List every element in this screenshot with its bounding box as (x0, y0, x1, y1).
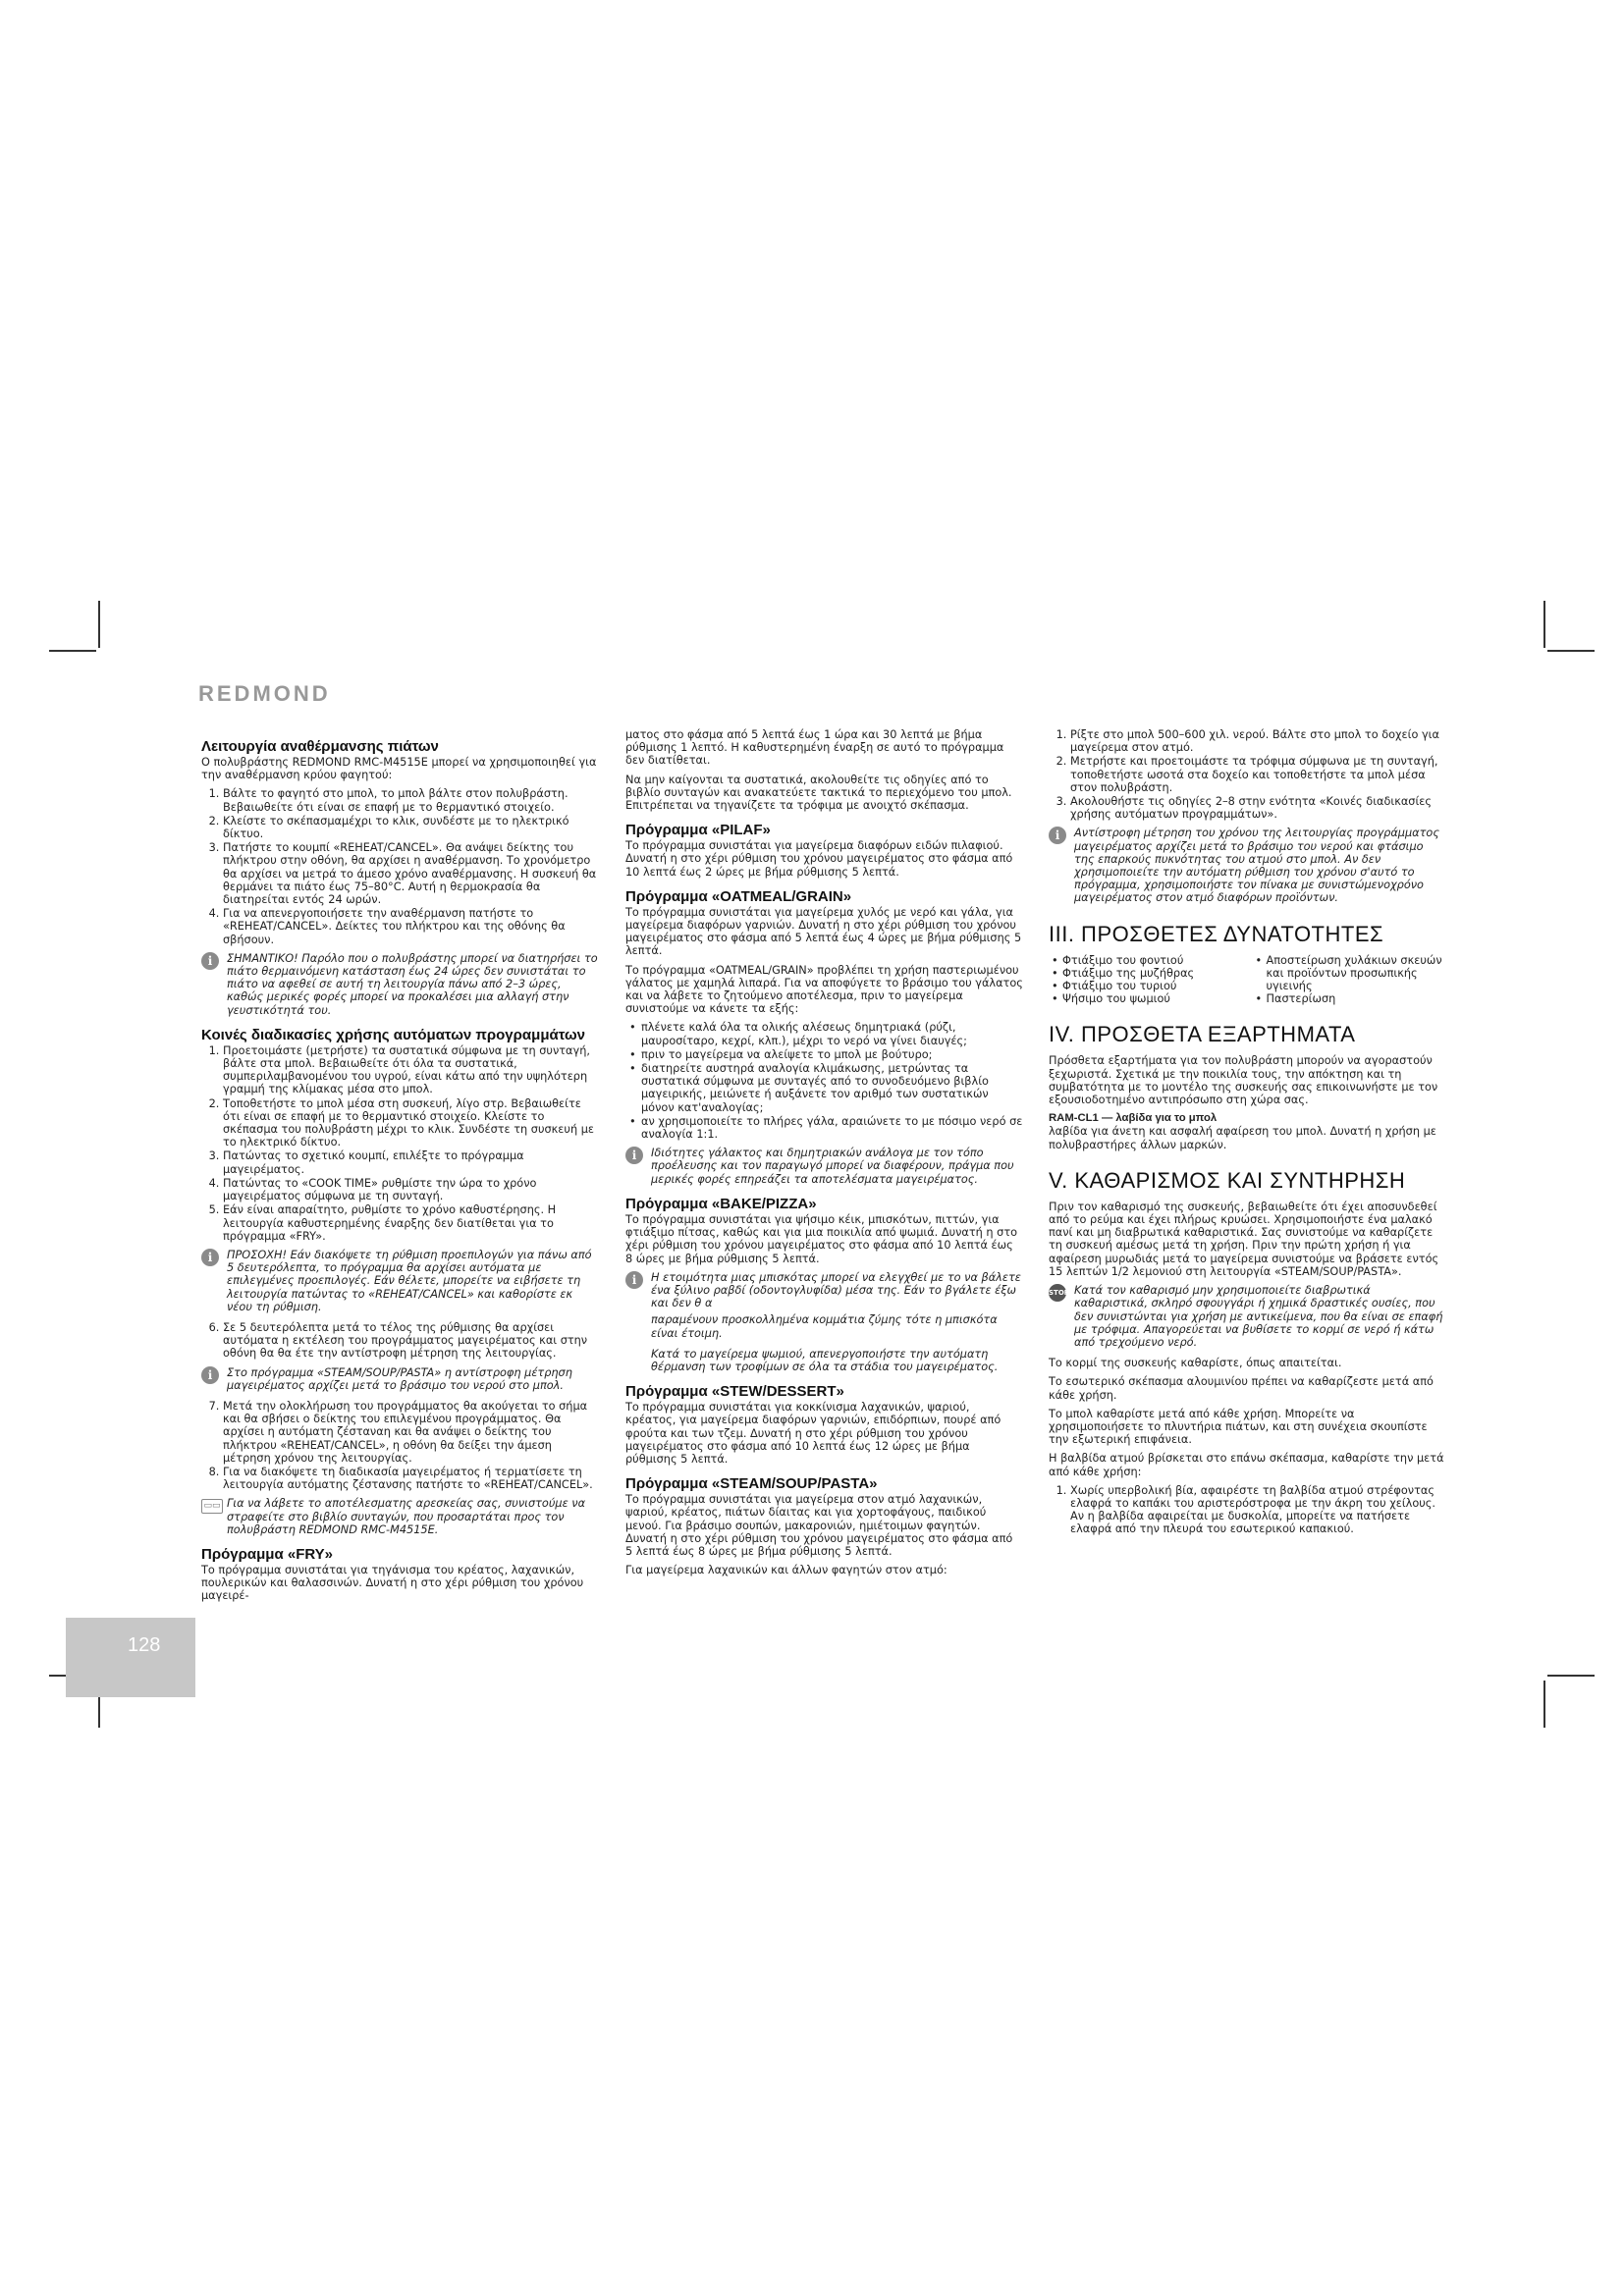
step-list (1049, 1484, 1446, 1536)
list-item: • αν χρησιμοποιείτε το πλήρες γάλα, αραιώνετε το με πόσιμο νερό σε αναλογία 1:1. (641, 1115, 1023, 1141)
paragraph: Πρόσθετα εξαρτήματα για τον πολυβράστη μπορούν να αγοραστούν ξεχωριστά. Σχετικά με την ποικιλία τους, την απόκτηση και τη συμβατότητα με το μοντέλο της συσκευής σας επικοινωνήστε με τον εξουσιοδοτημένο αντιπρόσωπο στη χώρα σας. (1049, 1054, 1438, 1107)
section-heading: Πρόγραμμα «FRY» (201, 1545, 333, 1563)
info-icon: i (201, 952, 219, 970)
info-note (625, 1271, 1023, 1373)
features-left (1049, 954, 1243, 1006)
paragraph: Πριν τον καθαρισμό της συσκευής, βεβαιωθείτε ότι έχει αποσυνδεθεί από το ρεύμα και έχει πλήρως κρυώσει. Χρησιμοποιήστε ένα μαλακό πανί και μη διαβρωτικά καθαριστικά. Σας συνιστούμε να καθαρίζετε τη συσκευή αμέσως μετά τη χρήση. Πριν την πρώτη χρήση ή για αφαίρεση μυρωδιάς μετά το μαγείρεμα συνιστούμε να βράσετε εντός 15 λεπτών 1/2 λεμονιού στη λειτουργία «STEAM/SOUP/PASTA». (1049, 1200, 1439, 1278)
crop-mark (1543, 601, 1545, 648)
paragraph: Το εσωτερικό σκέπασμα αλουμινίου πρέπει να καθαρίζεστε μετά από κάθε χρήση. (1049, 1375, 1434, 1402)
list-item: 1. Ρίξτε στο μπολ 500–600 χιλ. νερού. Βάλτε στο μπολ το δοχείο για μαγείρεμα στον ατμό. (1070, 728, 1446, 754)
info-note (201, 1249, 599, 1313)
paragraph: Να μην καίγονται τα συστατικά, ακολουθείτε τις οδηγίες από το βιβλίο συνταγών και ανακατεύετε τακτικά το περιεχόμενο του μπολ. Επιτρέπεται να τηγανίζετε τα τρόφιμα με ανοιχτό σκέπασμα. (625, 773, 1012, 813)
list-item: 1. Χωρίς υπερβολική βία, αφαιρέστε τη βαλβίδα ατμού στρέφοντας ελαφρά το καπάκι του αριστερόστροφα με την άκρη του χείλους. Αν η βαλβίδα αφαιρείται με δυσκολία, μπορείτε να πατήσετε ελαφρά από την πλευρά του εσωτερικού καπακιού. (1070, 1484, 1446, 1536)
note-text: Αντίστροφη μέτρηση του χρόνου της λειτουργίας προγράμματος μαγειρέματος αρχίζει μετά το βράσιμο του νερού και φτάσιμο της επαρκούς πυκνότητας του ατμού στο μπολ. Αν δεν χρησιμοποιείτε την αυτόματη ρύθμιση του χρόνου σ'αυτό το πρόγραμμα, χρησιμοποιήστε τον πίνακα με συνιστώμενοχρόνο μαγειρέματος στον ατμό διαφόρων προϊόντων. (1074, 827, 1439, 905)
list-item: 1. Βάλτε το φαγητό στο μπολ, το μπολ βάλτε στον πολυβράστη. Βεβαιωθείτε ότι είναι σε επαφή με το θερμαντικό στοιχείο. (223, 787, 599, 813)
list-item: • πριν το μαγείρεμα να αλείψετε το μπολ με βούτυρο; (641, 1048, 1023, 1061)
section-heading: Λειτουργία αναθέρμανσης πιάτων (201, 738, 439, 755)
paragraph: Το πρόγραμμα συνιστάται για τηγάνισμα του κρέατος, λαχανικών, πουλερικών και θαλασσινών. Δυνατή η στο χέρι ρύθμιση του χρόνου μαγειρέ- (201, 1563, 584, 1603)
list-item: 2. Κλείστε το σκέπασμαμέχρι το κλικ, συνδέστε με το ηλεκτρικό δίκτυο. (223, 815, 599, 840)
list-item: • Φτιάξιμο του φοντιού (1062, 954, 1243, 967)
paragraph: Το πρόγραμμα συνιστάται για ψήσιμο κέικ, μπισκότων, πιττών, για φτιάξιμο πίτσας, καθώς και για μια ποικιλία από ψωμιά. Δυνατή η στο χέρι ρύθμιση του χρόνου μαγειρέματος στο φάσμα από 10 λεπτά έως 8 ώρες με βήμα ρύθμισης 5 λεπτά. (625, 1212, 1018, 1265)
accessory-title: RAM-CL1 — λαβίδα για το μπολ (1049, 1112, 1218, 1125)
column-middle (625, 728, 1023, 1582)
note-text: Κατά τον καθαρισμό μην χρησιμοποιείτε διαβρωτικά καθαριστικά, σκληρό σφουγγάρι ή χημικά δραστικές ουσίες, που δεν συνιστώνται για χρήση με αντικείμενα, που θα είναι σε επαφή με τρόφιμα. Απαγορεύεται να βυθίσετε το κορμί σε νερό ή κάτω από τρεχούμενο νερό. (1074, 1284, 1443, 1349)
note-text: Ιδιότητες γάλακτος και δημητριακών ανάλογα με τον τόπο προέλευσης και τον παραγωγό μπορεί να διαφέρουν, πράγμα που μερικές φορές επηρεάζει τα αποτελέσματα μαγειρέματος. (651, 1147, 1014, 1186)
crop-mark (1543, 1681, 1545, 1728)
crop-mark (49, 650, 96, 652)
paragraph: Το πρόγραμμα «OATMEAL/GRAIN» προβλέπει τη χρήση παστεριωμένου γάλατος με χαμηλά λιπαρά. Για να αποφύγετε το βράσιμο του γάλατος και να λάβετε το ζητούμενο αποτέλεσμα, πριν το μαγείρεμα συνιστούμε να κάνετε τα εξής: (625, 963, 1023, 1016)
note-text: Κατά το μαγείρεμα ψωμιού, απενεργοποιήστε την αυτόματη θέρμανση των τροφίμων σε όλα τα στάδια του μαγειρέματος. (651, 1347, 999, 1373)
paragraph: Το πρόγραμμα συνιστάται για μαγείρεμα διαφόρων ειδών πιλαφιού. Δυνατή η στο χέρι ρύθμιση του χρόνου μαγειρέματος στο φάσμα από 10 λεπτά έως 2 ώρες με βήμα ρύθμισης 5 λεπτά. (625, 839, 1013, 879)
paragraph: ματος στο φάσμα από 5 λεπτά έως 1 ώρα και 30 λεπτά με βήμα ρύθμισης 1 λεπτό. Η καθυστερημένη έναρξη σε αυτό το πρόγραμμα δεν διατίθεται. (625, 728, 1004, 768)
info-icon: i (201, 1366, 219, 1384)
paragraph: Για μαγείρεμα λαχανικών και άλλων φαγητών στον ατμό: (625, 1564, 947, 1577)
section-heading: Πρόγραμμα «PILAF» (625, 822, 771, 839)
info-note (1049, 827, 1446, 904)
list-item: • Φτιάξιμο της μυζήθρας (1062, 967, 1243, 980)
step-list (201, 1044, 599, 1243)
list-item: • Αποστείρωση χυλάκιων σκευών και προϊόντων προσωπικής υγιεινής (1267, 954, 1447, 993)
note-text: ΠΡΟΣΟΧΗ! Εάν διακόψετε τη ρύθμιση προεπιλογών για πάνω από 5 δευτερόλεπτα, το πρόγραμμα θα αρχίσει αυτόματα με επιλεγμένες προεπιλογές. Εάν θέλετε, μπορείτε να ειβήσετε τη λειτουργία πατώντας το «REHEAT/CANCEL» και καθορίστε εκ νέου τη ρύθμιση. (227, 1248, 592, 1313)
list-item: • Φτιάξιμο του τυριού (1062, 980, 1243, 992)
list-item: • διατηρείτε αυστηρά αναλογία κλιμάκωσης, μετρώντας τα συστατικά σύμφωνα με συνταγές από το συνοδευόμενο βιβλίο μαγειρικής, μειώνετε ή αυξάνετε τον αριθμό των συστατικών μόνον κατ'αναλογίας; (641, 1062, 1023, 1114)
paragraph: Το μπολ καθαρίστε μετά από κάθε χρήση. Μπορείτε να χρησιμοποιήσετε το πλυντήρια πιάτων, και στη συνέχεια σκουπίστε την εξωτερική επιφάνεια. (1049, 1407, 1428, 1447)
list-item: 4. Πατώντας το «COOK TIME» ρυθμίστε την ώρα το χρόνο μαγειρέματος σύμφωνα με τη συνταγή. (223, 1177, 599, 1202)
note-text: παραμένουν προσκολλημένα κομμάτια ζύμης τότε η μπισκότα είναι έτοιμη. (651, 1313, 998, 1340)
paragraph: Το κορμί της συσκευής καθαρίστε, όπως απαιτείται. (1049, 1357, 1342, 1370)
info-note (625, 1147, 1023, 1186)
section-heading: Πρόγραμμα «STEAM/SOUP/PASTA» (625, 1475, 878, 1493)
book-icon: ▭▭ (201, 1499, 223, 1514)
list-item: 7. Μετά την ολοκλήρωση του προγράμματος θα ακούγεται το σήμα και θα σβήσει ο δείκτης του επιλεγμένου προγράμματος. Θα αρχίσει η αυτόματη ζέσταναη και θα ανάψει ο δείκτης του πλήκτρου «REHEAT/CANCEL», η οθόνη θα δείξει την άμεση μέτρηση χρόνου της λειτουργίας. (223, 1400, 599, 1465)
section-title: III. ΠΡΟΣΘΕΤΕΣ ΔΥΝΑΤΟΤΗΤΕΣ (1049, 921, 1384, 946)
list-item: 8. Για να διακόψετε τη διαδικασία μαγειρέματος ή τερματίσετε τη λειτουργία αυτόματης ζέστανσης πατήστε το «REHEAT/CANCEL». (223, 1466, 599, 1491)
list-item: 3. Πατώντας το σχετικό κουμπί, επιλέξτε το πρόγραμμα μαγειρέματος. (223, 1149, 599, 1175)
list-item: • Παστερίωση (1267, 992, 1447, 1005)
step-list (201, 1321, 599, 1361)
features-right (1253, 954, 1447, 1006)
list-item: 4. Για να απενεργοποιήσετε την αναθέρμανση πατήστε το «REHEAT/CANCEL». Δείκτες του πλήκτρου και της οθόνης θα σβήσουν. (223, 907, 599, 946)
crop-mark (1547, 1675, 1595, 1677)
paragraph: Το πρόγραμμα συνιστάται για μαγείρεμα χυλός με νερό και γάλα, για μαγείρεμα διαφόρων γαρνιών. Δυνατή η στο χέρι ρύθμιση του χρόνου μαγειρέματος στο φάσμα από 5 λεπτά έως 4 ώρες με βήμα ρύθμισης 5 λεπτά. (625, 905, 1022, 958)
list-item: • πλένετε καλά όλα τα ολικής αλέσεως δημητριακά (ρύζι, μαυροσίταρο, κεχρί, κλπ.), μέχρι το νερό να γίνει διαυγές; (641, 1021, 1023, 1046)
section-heading: Κοινές διαδικασίες χρήσης αυτόματων προγραμμάτων (201, 1026, 586, 1043)
list-item: 1. Προετοιμάστε (μετρήστε) τα συστατικά σύμφωνα με τη συνταγή, βάλτε στα μπολ. Βεβαιωθείτε ότι όλα τα συστατικά, συμπεριλαμβανομένου του υγρού, είναι κάτω από την υψηλότερη γραμμή της κλίμακας μέσα στο μπολ. (223, 1044, 599, 1096)
step-list (201, 787, 599, 945)
bullet-list (625, 1021, 1023, 1141)
section-title: IV. ΠΡΟΣΘΕΤΑ ΕΞΑΡΤΗΜΑΤΑ (1049, 1022, 1356, 1047)
column-right (1049, 728, 1446, 1542)
section-title: V. ΚΑΘΑΡΙΣΜΟΣ ΚΑΙ ΣΥΝΤΗΡΗΣΗ (1049, 1167, 1406, 1193)
note-text: ΣΗΜΑΝΤΙΚΟ! Παρόλο που ο πολυβράστης μπορεί να διατηρήσει το πιάτο θερμαινόμενη κατάσταση έως 24 ώρες δεν συνιστάται το πιάτο να αφεθεί σε αυτή τη λειτουργία πάνω από 2–3 ώρες, καθώς μερικές φορές μπορεί να προκαλέσει μια αλλαγή στην γευστικότητά του. (227, 951, 598, 1017)
step-list (1049, 728, 1446, 821)
step-list (201, 1400, 599, 1491)
section-heading: Πρόγραμμα «BAKE/PIZZA» (625, 1195, 817, 1212)
info-note (201, 1366, 599, 1392)
features-list (1049, 954, 1446, 1006)
list-item: 3. Πατήστε το κουμπί «REHEAT/CANCEL». Θα ανάψει δείκτης του πλήκτρου στην οθόνη, θα αρχίσει η αναθέρμανση. Το χρονόμετρο θα αρχίσει να μετρά το άμεσο χρόνο αναθέρμανσης. Η συσκευή θα θερμάνει τα πιάτο έως 75–80°C. Αυτή η θερμοκρασία θα διατηρείται εντός 24 ωρών. (223, 841, 599, 906)
page-number-box (66, 1618, 195, 1697)
crop-mark (1547, 650, 1595, 652)
stop-note (1049, 1284, 1446, 1349)
section-heading: Πρόγραμμα «OATMEAL/GRAIN» (625, 887, 852, 905)
list-item: 5. Εάν είναι απαραίτητο, ρυθμίστε το χρόνο καθυστέρησης. Η λειτουργία καθυστερημένης έναρξης δεν διατίθεται για το πρόγραμμα «FRY». (223, 1203, 599, 1243)
section-heading: Πρόγραμμα «STEW/DESSERT» (625, 1383, 844, 1401)
list-item: 3. Ακολουθήστε τις οδηγίες 2–8 στην ενότητα «Κοινές διαδικασίες χρήσης αυτόματων προγραμμάτων». (1070, 795, 1446, 821)
note-text: Στο πρόγραμμα «STEAM/SOUP/PASTA» η αντίστροφη μέτρηση μαγειρέματος αρχίζει μετά το βράσιμο του νερού στο μπολ. (227, 1365, 572, 1392)
info-icon: i (1049, 827, 1066, 844)
paragraph: λαβίδα για άνετη και ασφαλή αφαίρεση του μπολ. Δυνατή η χρήση με πολυβραστήρες άλλων μαρκών. (1049, 1125, 1436, 1151)
list-item: 6. Σε 5 δευτερόλεπτα μετά το τέλος της ρύθμισης θα αρχίσει αυτόματα η εκτέλεση του προγράμματος μαγειρέματος και στην οθόνη θα θα έτε την αντίστροφη μέτρηση της λειτουργίας. (223, 1321, 599, 1361)
list-item: 2. Τοποθετήστε το μπολ μέσα στη συσκευή, λίγο στρ. Βεβαιωθείτε ότι είναι σε επαφή με το θερμαντικό στοιχείο. Κλείστε το σκέπασμα του πολυβράστη μέχρι το κλικ. Συνδέστε τη συσκευή με το ηλεκτρικό δίκτυο. (223, 1097, 599, 1149)
book-note (201, 1497, 599, 1536)
note-text: Η ετοιμότητα μιας μπισκότας μπορεί να ελεγχθεί με το να βάλετε ένα ξύλινο ραβδί (οδοντογλυφίδα) μέσα της. Εάν το βγάλετε έξω και δεν θ α (651, 1270, 1021, 1310)
info-icon: i (625, 1271, 643, 1289)
paragraph: Ο πολυβράστης REDMOND RMC-M4515E μπορεί να χρησιμοποιηθεί για την αναθέρμανση κρύου φαγητού: (201, 756, 597, 782)
list-item: 2. Μετρήστε και προετοιμάστε τα τρόφιμα σύμφωνα με τη συνταγή, τοποθετήστε ωσοτά στα δοχείο και τοποθετήστε τα μπολ μέσα στον πολυβράστη. (1070, 755, 1446, 794)
stop-icon: STOP (1049, 1284, 1066, 1302)
page-number: 128 (128, 1634, 161, 1656)
paragraph: Η βαλβίδα ατμού βρίσκεται στο επάνω σκέπασμα, καθαρίστε την μετά από κάθε χρήση: (1049, 1452, 1444, 1478)
brand-logo: REDMOND (198, 681, 331, 706)
info-icon: i (201, 1249, 219, 1266)
info-icon: i (625, 1147, 643, 1164)
list-item: • Ψήσιμο του ψωμιού (1062, 992, 1243, 1005)
paragraph: Το πρόγραμμα συνιστάται για κοκκίνισμα λαχανικών, ψαριού, κρέατος, για μαγείρεμα διαφόρων γαρνιών, επιδόρπιων, πουρέ από φρούτα και των τζεμ. Δυνατή η στο χέρι ρύθμιση του χρόνου μαγειρέματος στο φάσμα από 10 λεπτά έως 12 ώρες με βήμα ρύθμισης 5 λεπτά. (625, 1401, 1001, 1466)
column-left (201, 728, 599, 1609)
note-text: Για να λάβετε το αποτέλεσματης αρεσκείας σας, συνιστούμε να στραφείτε στο βιβλίο συνταγών, που προσαρτάται προς τον πολυβράστη REDMOND RMC-M4515E. (227, 1497, 586, 1536)
crop-mark (98, 601, 100, 648)
info-note (201, 952, 599, 1017)
paragraph: Το πρόγραμμα συνιστάται για μαγείρεμα στον ατμό λαχανικών, ψαριού, κρέατος, πιάτων δίαιτας και για χορτοφάγους, παιδικού μενού. Για βράσιμο σουπών, μακαρονιών, ημιέτοιμων φαγητών. Δυνατή η στο χέρι ρύθμιση του χρόνου μαγειρέματος στο φάσμα από 5 λεπτά έως 8 ώρες με βήμα ρύθμισης 5 λεπτά. (625, 1493, 1013, 1558)
